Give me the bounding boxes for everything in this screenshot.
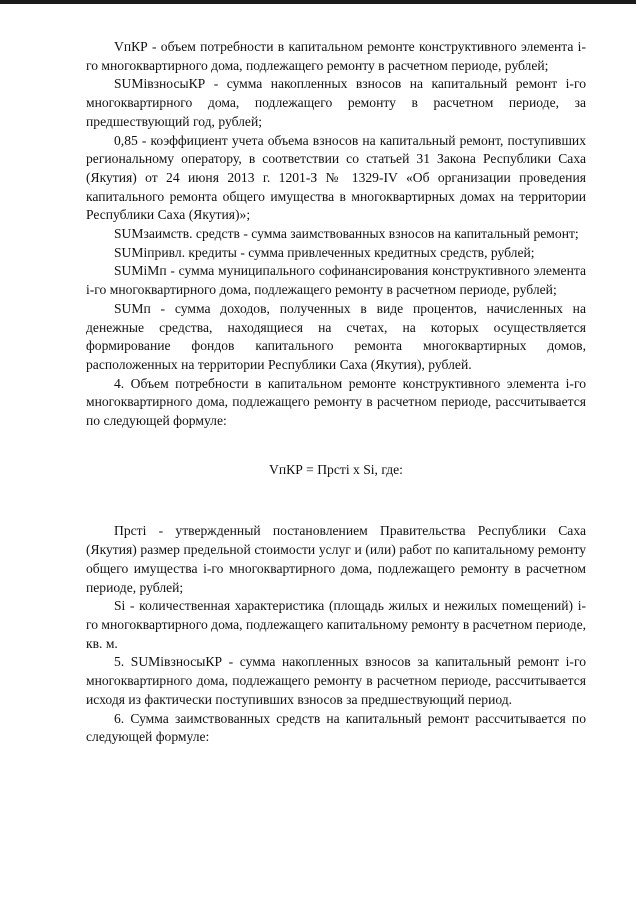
clause-6: 6. Сумма заимствованных средств на капитальный ремонт рассчитывается по следующей формуле:: [86, 710, 586, 745]
clause-4: 4. Объем потребности в капитальном ремонте конструктивного элемента i-го многоквартирного дома, подлежащего ремонту в расчетном периоде, рассчитывается по следующей формуле:: [86, 375, 586, 429]
definition-sum-interest: SUMп - сумма доходов, полученных в виде процентов, начисленных на денежные средства, находящиеся на счетах, на которых осуществляется формирование фондов капитального ремонта многоквартирных домов, расположенных на территории Республики Саха (Якутия), рублей.: [86, 300, 586, 372]
top-border-line: [0, 0, 636, 4]
definition-si: Si - количественная характеристика (площадь жилых и нежилых помещений) i-го многоквартирного дома, подлежащего капитальному ремонту в расчетном периоде, кв. м.: [86, 598, 586, 651]
definition-coefficient: 0,85 - коэффициент учета объема взносов на капитальный ремонт, поступивших региональному оператору, в соответствии со статьей 31 Закона Республики Саха (Якутия) от 24 июня 2013 г. 1201-З № 1329-IV «Об организации проведения капитального ремонта общего имущества в многоквартирных домах на территории Республики Саха (Якутия)»;: [86, 132, 586, 223]
formula-vpkr: VпКР = Прстi x Si, где:: [269, 461, 403, 477]
definition-prst: Прстi - утвержденный постановлением Правительства Республики Саха (Якутия) размер предельной стоимости услуг и (или) работ по капитальному ремонту общего имущества i-го многоквартирного дома, подлежащего ремонту в расчетном периоде, рублей;: [86, 523, 586, 595]
definition-sum-municipal: SUMiМп - сумма муниципального софинансирования конструктивного элемента i-го многоквартирного дома, подлежащего ремонту в расчетном периоде, рублей;: [86, 263, 586, 298]
definition-sum-credits: SUMiпривл. кредиты - сумма привлеченных кредитных средств, рублей;: [114, 244, 535, 260]
clause-5: 5. SUMiвзносыКР - сумма накопленных взносов за капитальный ремонт i-го многоквартирного дома, подлежащего ремонту в расчетном периоде, рассчитывается исходя из фактически поступивших взносов за предшествующий период.: [86, 654, 586, 707]
definition-sum-borrowed: SUMзаимств. средств - сумма заимствованных взносов на капитальный ремонт;: [114, 226, 579, 242]
definition-sum-contributions: SUMiвзносыКР - сумма накопленных взносов на капитальный ремонт i-го многоквартирного дома, подлежащего ремонту в расчетном периоде, за предшествующий год, рублей;: [86, 76, 586, 129]
definition-vpkr: VпКР - объем потребности в капитальном ремонте конструктивного элемента i-го многоквартирного дома, подлежащего ремонту в расчетном периоде, рублей;: [86, 39, 586, 73]
document-page: [86, 38, 586, 747]
